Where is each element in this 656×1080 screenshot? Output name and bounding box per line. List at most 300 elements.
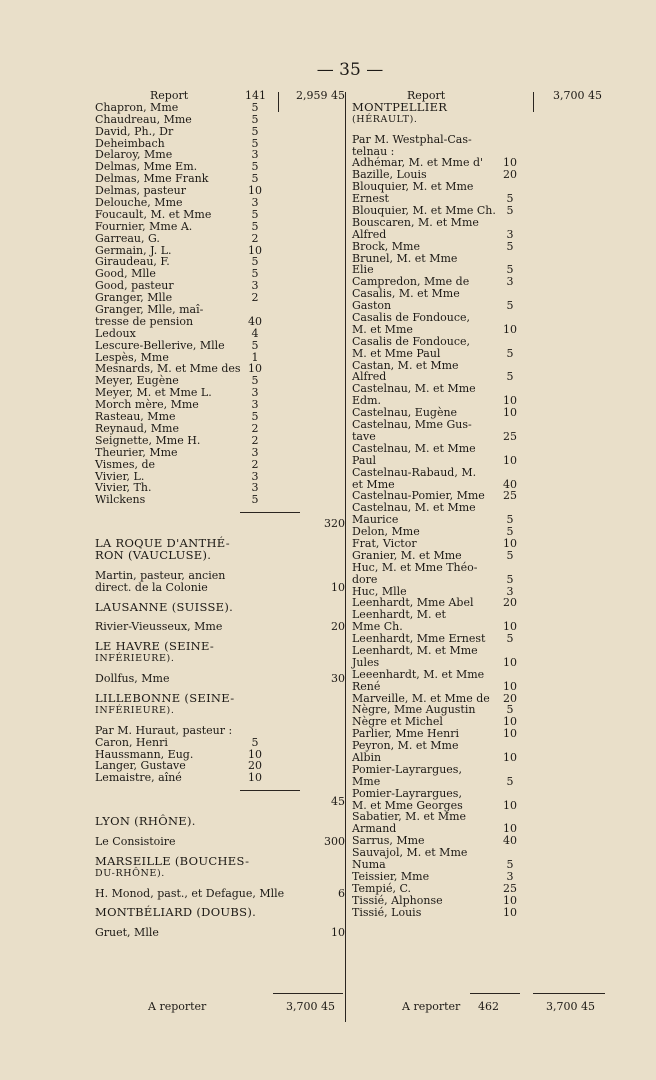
- running-total: 6: [338, 886, 345, 900]
- entry-text: LA ROQUE D'ANTHÉ-: [95, 535, 230, 550]
- entry-amount: 10: [248, 362, 262, 376]
- running-total: 300: [324, 834, 345, 848]
- entry-row: [352, 776, 612, 788]
- entry-text: Rivier-Vieusseux, Mme: [95, 620, 223, 634]
- right-column: [352, 90, 612, 918]
- entry-text: Nègre, Mme Augustin: [352, 703, 476, 717]
- entry-text: tave: [352, 429, 376, 443]
- entry-row: [352, 360, 612, 372]
- entry-amount: 5: [251, 219, 259, 233]
- entry-amount: 3: [251, 445, 259, 459]
- entry-amount: 3: [251, 279, 259, 293]
- entry-row: [352, 681, 612, 693]
- entry-amount: 5: [506, 632, 514, 646]
- entry-text: Lescure-Bellerive, Mlle: [95, 338, 225, 352]
- entry-row: [352, 336, 612, 348]
- entry-amount: 5: [251, 160, 259, 174]
- entry-text: Par M. Westphal-Cas-: [352, 132, 472, 146]
- entry-text: Brock, Mme: [352, 239, 420, 253]
- section-heading: [95, 641, 343, 653]
- entry-row: [352, 883, 612, 895]
- entry-text: Par M. Huraut, pasteur :: [95, 723, 233, 737]
- entry-amount: 20: [503, 168, 517, 182]
- entry-text: Castelnau-Pomier, Mme: [352, 489, 485, 503]
- entry-text: Lemaistre, aîné: [95, 771, 182, 785]
- entry-row: [352, 288, 612, 300]
- entry-row: [95, 114, 343, 126]
- entry-text: et Mme: [352, 477, 395, 491]
- left-footer-total: 3,700 45: [286, 1000, 335, 1013]
- entry-row: [95, 582, 343, 594]
- footer-rule-left: [273, 993, 343, 994]
- entry-amount: 2: [251, 433, 259, 447]
- entry-amount: 10: [248, 184, 262, 198]
- entry-amount: 5: [506, 513, 514, 527]
- entry-amount: 5: [251, 338, 259, 352]
- entry-text: M. et Mme Paul: [352, 346, 441, 360]
- entry-amount: 10: [248, 771, 262, 785]
- entry-row: [95, 328, 343, 340]
- entry-amount: 10: [503, 905, 517, 919]
- entry-text: DU-RHÔNE).: [95, 867, 165, 879]
- entry-row: [352, 645, 612, 657]
- entry-text: Paul: [352, 453, 377, 467]
- entry-text: Deheimbach: [95, 136, 165, 150]
- entry-row: [352, 217, 612, 229]
- entry-text: Maurice: [352, 513, 399, 527]
- entry-text: Tempié, C.: [352, 881, 412, 895]
- entry-text: Sabatier, M. et Mme: [352, 810, 467, 824]
- entry-amount: 10: [503, 620, 517, 634]
- right-footer-label: A reporter: [402, 1000, 461, 1013]
- section-heading-cont: [95, 868, 343, 880]
- entry-text: Caron, Henri: [95, 735, 168, 749]
- entry-amount: 10: [248, 243, 262, 257]
- entry-amount: 5: [251, 124, 259, 138]
- entry-amount: 3: [506, 584, 514, 598]
- entry-row: [352, 562, 612, 574]
- subtotal-rule: [95, 506, 343, 518]
- entry-row: [95, 673, 343, 685]
- amount-divider-left: [278, 92, 279, 112]
- entry-text: Good, Mlle: [95, 267, 156, 281]
- entry-row: [352, 764, 612, 776]
- entry-amount: 10: [503, 679, 517, 693]
- entry-text: Leenhardt, Mme Ernest: [352, 632, 486, 646]
- entry-amount: 25: [503, 429, 517, 443]
- entry-text: Castelnau, Mme Gus-: [352, 418, 472, 432]
- entry-text: Chapron, Mme: [95, 100, 179, 114]
- entry-amount: 3: [251, 481, 259, 495]
- entry-amount: 5: [506, 858, 514, 871]
- entry-text: Le Consistoire: [95, 834, 176, 848]
- running-total: 320: [324, 517, 345, 531]
- entry-amount: 25: [503, 489, 517, 503]
- entry-row: [95, 927, 343, 939]
- entry-amount: 5: [251, 100, 259, 114]
- entry-text: Castelnau, M. et Mme: [352, 441, 476, 455]
- running-total: 30: [331, 672, 345, 686]
- entry-text: telnau :: [352, 144, 395, 158]
- entry-text: Vivier, Th.: [95, 481, 152, 495]
- entry-amount: 5: [506, 204, 514, 218]
- entry-text: Morch mère, Mme: [95, 398, 199, 412]
- entry-text: Mme: [352, 774, 381, 788]
- entry-row: [95, 772, 343, 784]
- entry-row: [352, 467, 612, 479]
- entry-text: MONTBÉLIARD (DOUBS).: [95, 905, 257, 920]
- entry-amount: 5: [506, 192, 514, 206]
- entry-amount: 5: [506, 774, 514, 788]
- entry-text: Delmas, Mme Frank: [95, 172, 209, 186]
- entry-row: [352, 419, 612, 431]
- entry-text: INFÉRIEURE).: [95, 653, 175, 665]
- entry-text: Armand: [352, 822, 397, 836]
- subtotal-rule: [95, 784, 343, 796]
- entry-row: [352, 550, 612, 562]
- entry-text: Germain, J. L.: [95, 243, 172, 257]
- report-label: Report: [150, 89, 189, 102]
- entry-row: [95, 340, 343, 352]
- entry-text: H. Monod, past., et Defague, Mlle: [95, 886, 285, 900]
- entry-text: Tissié, Louis: [352, 905, 422, 919]
- entry-text: Lespès, Mme: [95, 350, 169, 364]
- entry-row: [95, 621, 343, 633]
- entry-text: Huc, M. et Mme Théo-: [352, 560, 478, 574]
- entry-text: Leeenhardt, M. et Mme: [352, 667, 485, 681]
- left-footer-label: A reporter: [148, 1000, 207, 1013]
- entry-amount: 5: [251, 136, 259, 150]
- running-total: 2,959 45: [296, 89, 345, 102]
- entry-amount: 5: [506, 703, 514, 717]
- entry-amount: 5: [506, 525, 514, 539]
- entry-text: Rasteau, Mme: [95, 410, 176, 424]
- entry-row: [352, 895, 612, 907]
- section-heading: [95, 813, 343, 828]
- entry-amount: 1: [251, 350, 259, 364]
- entry-amount: 141: [245, 89, 266, 102]
- entry-text: Frat, Victor: [352, 536, 417, 550]
- entry-text: Vivier, L.: [95, 469, 145, 483]
- entry-text: Adhémar, M. et Mme d': [352, 156, 484, 170]
- entry-amount: 4: [251, 326, 259, 340]
- entry-text: Bouscaren, M. et Mme: [352, 215, 479, 229]
- entry-row: [95, 737, 343, 749]
- entry-row: [352, 740, 612, 752]
- entry-text: Seignette, Mme H.: [95, 433, 201, 447]
- entry-text: Mesnards, M. et Mme des: [95, 362, 241, 376]
- entry-text: (HÉRAULT).: [352, 113, 418, 125]
- entry-text: Mme Ch.: [352, 620, 403, 634]
- entry-amount: 5: [506, 370, 514, 384]
- entry-text: Numa: [352, 858, 386, 871]
- entry-text: Nègre et Michel: [352, 715, 443, 729]
- entry-row: [95, 126, 343, 138]
- entry-amount: 40: [503, 477, 517, 491]
- section-heading-cont: [95, 653, 343, 665]
- entry-amount: 10: [503, 750, 517, 764]
- entry-amount: 20: [248, 759, 262, 773]
- entry-amount: 10: [503, 406, 517, 420]
- entry-text: Reynaud, Mme: [95, 421, 179, 435]
- entry-amount: 5: [251, 207, 259, 221]
- entry-text: direct. de la Colonie: [95, 580, 208, 594]
- entry-text: tresse de pension: [95, 314, 194, 328]
- entry-text: LYON (RHÔNE).: [95, 813, 196, 828]
- entry-row: [95, 102, 343, 114]
- entry-text: René: [352, 679, 381, 693]
- entry-amount: 20: [503, 596, 517, 610]
- entry-row: [95, 494, 343, 506]
- entry-text: Tissié, Alphonse: [352, 893, 443, 907]
- entry-row: [95, 209, 343, 221]
- entry-text: Delouche, Mme: [95, 196, 183, 210]
- entry-text: Granger, Mlle, maî-: [95, 303, 204, 317]
- entry-amount: 2: [251, 457, 259, 471]
- entry-row: [95, 725, 343, 737]
- entry-amount: 40: [248, 314, 262, 328]
- entry-text: Dollfus, Mme: [95, 672, 170, 686]
- section-heading: [352, 99, 612, 114]
- entry-text: Gaston: [352, 299, 392, 313]
- entry-amount: 2: [251, 231, 259, 245]
- entry-row: [352, 455, 612, 467]
- entry-text: Haussmann, Eug.: [95, 747, 194, 761]
- entry-amount: 2: [251, 421, 259, 435]
- entry-text: Alfred: [352, 227, 387, 241]
- entry-text: MONTPELLIER: [352, 99, 448, 114]
- entry-amount: 10: [503, 156, 517, 170]
- entry-row: [352, 847, 612, 859]
- entry-text: Martin, pasteur, ancien: [95, 568, 226, 582]
- entry-text: Foucault, M. et Mme: [95, 207, 212, 221]
- entry-amount: 3: [506, 869, 514, 883]
- entry-amount: 5: [251, 374, 259, 388]
- entry-amount: 10: [503, 536, 517, 550]
- entry-amount: 25: [503, 881, 517, 895]
- entry-text: Leenhardt, M. et: [352, 608, 446, 622]
- entry-amount: 3: [251, 469, 259, 483]
- entry-amount: 10: [503, 655, 517, 669]
- entry-row: [352, 181, 612, 193]
- entry-amount: 5: [506, 299, 514, 313]
- section-heading-cont: [352, 114, 612, 126]
- entry-amount: 10: [503, 322, 517, 336]
- entry-text: Meyer, M. et Mme L.: [95, 386, 212, 400]
- entry-text: Huc, Mlle: [352, 584, 407, 598]
- entry-text: Bazille, Louis: [352, 168, 427, 182]
- right-footer-subtotal: 462: [478, 1000, 499, 1013]
- footer-rule-right: [533, 993, 605, 994]
- entry-row: [352, 383, 612, 395]
- page-number: — 35 —: [316, 60, 384, 80]
- entry-row: [352, 134, 612, 146]
- entry-amount: 20: [503, 691, 517, 705]
- entry-text: Parlier, Mme Henri: [352, 727, 459, 741]
- entry-amount: 10: [503, 453, 517, 467]
- entry-text: Castelnau, M. et Mme: [352, 382, 476, 396]
- entry-text: Campredon, Mme de: [352, 275, 470, 289]
- entry-text: Granger, Mlle: [95, 291, 173, 305]
- entry-text: Leenhardt, M. et Mme: [352, 643, 478, 657]
- entry-text: Fournier, Mme A.: [95, 219, 193, 233]
- entry-text: Peyron, M. et Mme: [352, 739, 459, 753]
- section-heading: [95, 907, 343, 919]
- entry-text: Casalis de Fondouce,: [352, 311, 471, 325]
- entry-text: Sarrus, Mme: [352, 834, 425, 848]
- entry-text: Elie: [352, 263, 374, 277]
- entry-amount: 10: [248, 747, 262, 761]
- entry-amount: 5: [251, 493, 259, 507]
- entry-text: David, Ph., Dr: [95, 124, 174, 138]
- entry-text: Brunel, M. et Mme: [352, 251, 458, 265]
- footer-rule-right-sub: [470, 993, 520, 994]
- entry-amount: 3: [251, 398, 259, 412]
- entry-amount: 40: [503, 834, 517, 848]
- entry-amount: 5: [251, 255, 259, 269]
- entry-text: Langer, Gustave: [95, 759, 186, 773]
- entry-text: Castan, M. et Mme: [352, 358, 459, 372]
- report-label: Report: [407, 89, 446, 102]
- entry-amount: 10: [503, 394, 517, 408]
- entry-text: Delaroy, Mme: [95, 148, 173, 162]
- entry-amount: 5: [251, 172, 259, 186]
- entry-amount: 3: [506, 227, 514, 241]
- section-heading: [95, 547, 343, 562]
- entry-text: Alfred: [352, 370, 387, 384]
- column-divider: [345, 92, 346, 1022]
- entry-text: Good, pasteur: [95, 279, 174, 293]
- entry-text: Ernest: [352, 192, 389, 206]
- entry-row: [352, 907, 612, 919]
- section-heading-cont: [95, 705, 343, 717]
- entry-text: Ledoux: [95, 326, 136, 340]
- entry-text: Delon, Mme: [352, 525, 420, 539]
- entry-text: LE HAVRE (SEINE-: [95, 639, 215, 654]
- entry-text: Castelnau, M. et Mme: [352, 501, 476, 515]
- entry-text: Delmas, Mme Em.: [95, 160, 198, 174]
- entry-text: Blouquier, M. et Mme: [352, 180, 474, 194]
- running-total: 3,700 45: [553, 89, 602, 102]
- entry-text: Granier, M. et Mme: [352, 548, 462, 562]
- entry-row: [95, 233, 343, 245]
- subtotal-rule-line: [240, 512, 300, 513]
- entry-amount: 10: [503, 727, 517, 741]
- entry-row: [352, 241, 612, 253]
- entry-row: [95, 459, 343, 471]
- amount-divider-right: [533, 92, 534, 112]
- running-total: 45: [331, 795, 345, 809]
- entry-row: [95, 221, 343, 233]
- entry-text: Pomier-Layrargues,: [352, 786, 462, 800]
- entry-amount: 10: [503, 822, 517, 836]
- entry-row: [95, 518, 343, 530]
- entry-row: [352, 669, 612, 681]
- entry-text: Vismes, de: [95, 457, 156, 471]
- entry-amount: 5: [506, 239, 514, 253]
- entry-row: [352, 229, 612, 241]
- entry-amount: 5: [506, 263, 514, 277]
- entry-text: Edm.: [352, 394, 381, 408]
- entry-text: RON (VAUCLUSE).: [95, 547, 212, 562]
- entry-amount: 5: [506, 572, 514, 586]
- section-heading: [95, 599, 343, 614]
- entry-text: Chaudreau, Mme: [95, 112, 192, 126]
- entry-text: Casalis de Fondouce,: [352, 334, 471, 348]
- entry-amount: 2: [251, 291, 259, 305]
- entry-row: [352, 657, 612, 669]
- entry-text: LAUSANNE (SUISSE).: [95, 599, 234, 614]
- entry-row: [352, 788, 612, 800]
- entry-text: Castelnau, Eugène: [352, 406, 458, 420]
- entry-row: [95, 570, 343, 582]
- entry-row: [95, 836, 343, 848]
- running-total: 10: [331, 926, 345, 940]
- entry-text: Leenhardt, Mme Abel: [352, 596, 474, 610]
- entry-text: Casalis, M. et Mme: [352, 287, 460, 301]
- entry-amount: 10: [503, 798, 517, 812]
- entry-amount: 3: [251, 196, 259, 210]
- entry-amount: 5: [251, 112, 259, 126]
- running-total: 20: [331, 620, 345, 634]
- entry-row: [352, 253, 612, 265]
- entry-text: Jules: [352, 655, 380, 669]
- entry-text: Wilckens: [95, 493, 146, 507]
- entry-amount: 10: [503, 715, 517, 729]
- entry-text: Meyer, Eugène: [95, 374, 179, 388]
- entry-text: Sauvajol, M. et Mme: [352, 846, 468, 860]
- entry-text: MARSEILLE (BOUCHES-: [95, 853, 250, 868]
- subtotal-rule-line: [240, 790, 300, 791]
- entry-amount: 5: [506, 548, 514, 562]
- entry-row: [95, 888, 343, 900]
- entry-text: Blouquier, M. et Mme Ch.: [352, 204, 496, 218]
- entry-row: [352, 443, 612, 455]
- entry-amount: 5: [251, 735, 259, 749]
- entry-amount: 5: [506, 346, 514, 360]
- entry-text: Giraudeau, F.: [95, 255, 170, 269]
- section-heading: [95, 690, 343, 705]
- left-column: [95, 90, 343, 939]
- entry-amount: 5: [251, 410, 259, 424]
- entry-amount: 3: [251, 148, 259, 162]
- entry-row: [95, 447, 343, 459]
- entry-row: [95, 435, 343, 447]
- entry-text: Pomier-Layrargues,: [352, 762, 462, 776]
- entry-row: [95, 796, 343, 808]
- entry-text: Albin: [352, 750, 382, 764]
- entry-text: Castelnau-Rabaud, M.: [352, 465, 477, 479]
- entry-text: M. et Mme Georges: [352, 798, 463, 812]
- entry-amount: 5: [251, 267, 259, 281]
- entry-text: INFÉRIEURE).: [95, 704, 175, 716]
- entry-text: M. et Mme: [352, 322, 413, 336]
- entry-amount: 3: [506, 275, 514, 289]
- entry-text: Teissier, Mme: [352, 869, 430, 883]
- entry-amount: 10: [503, 893, 517, 907]
- entry-row: [352, 871, 612, 883]
- entry-text: LILLEBONNE (SEINE-: [95, 690, 235, 705]
- entry-text: Gruet, Mlle: [95, 926, 159, 940]
- entry-text: Garreau, G.: [95, 231, 160, 245]
- entry-amount: 3: [251, 386, 259, 400]
- entry-row: [352, 574, 612, 586]
- entry-text: Delmas, pasteur: [95, 184, 186, 198]
- running-total: 10: [331, 580, 345, 594]
- entry-text: dore: [352, 572, 378, 586]
- entry-row: [352, 348, 612, 360]
- section-heading: [95, 853, 343, 868]
